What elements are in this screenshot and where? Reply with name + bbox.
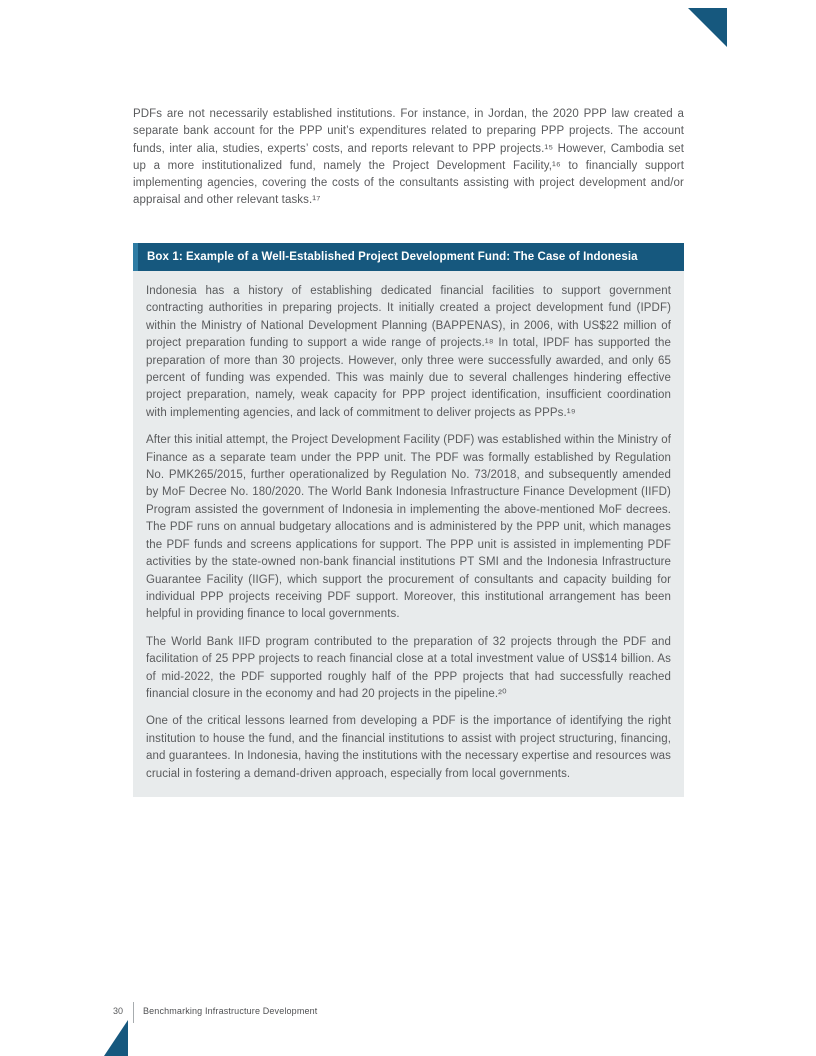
- box-paragraph-2: After this initial attempt, the Project Development Facility (PDF) was established within the Ministry of Finance as a separate team under the PPP unit. The PDF was formally established by Regulation No. PMK265/2015, further operationalized by Regulation No. 73/2018, and subsequently amended by MoF Decree No. 180/2020. The World Bank Indonesia Infrastructure Finance Development (IIFD) Program assisted the government of Indonesia in implementing the above-mentioned MoF decrees. The PDF runs on annual budgetary allocations and is administered by the PPP unit, which manages the PDF funds and screens applications for support. The PPP unit is assisted in implementing PDF activities by the state-owned non-bank financial institutions PT SMI and the Indonesia Infrastructure Guarantee Facility (IIGF), which support the procurement of consultants and capacity building for individual PPP projects receiving PDF support. Moreover, this institutional arrangement has been helpful in providing finance to local governments.: [146, 434, 671, 621]
- box-1-header: [133, 243, 684, 271]
- box-1-title: Box 1: Example of a Well-Established Project Development Fund: The Case of Indonesia: [147, 251, 638, 263]
- intro-paragraph: PDFs are not necessarily established institutions. For instance, in Jordan, the 2020 PPP law created a separate bank account for the PPP unit’s expenditures related to preparing PPP projects. The account funds, inter alia, studies, experts’ costs, and reports relevant to PPP projects.¹⁵ However, Cambodia set up a more institutionalized fund, namely the Project Development Facility,¹⁶ to financially support implementing agencies, covering the costs of the consultants assisting with project development and/or appraisal and other relevant tasks.¹⁷: [133, 108, 684, 207]
- box-1: [133, 243, 684, 797]
- box-paragraph-1: Indonesia has a history of establishing dedicated financial facilities to support government contracting authorities in preparing projects. It initially created a project development fund (IPDF) within the Ministry of National Development Planning (BAPPENAS), in 2006, with US$22 million of project preparation funding to support a wide range of projects.¹⁸ In total, IPDF has supported the preparation of more than 30 projects. However, only three were successfully awarded, and only 65 percent of funding was expended. This was mainly due to several challenges hindering effective project preparation, namely, weak capacity for PPP project identification, insufficient coordination with implementing agencies, and lack of commitment to deliver projects as PPPs.¹⁹: [146, 285, 671, 419]
- box-paragraph-3: The World Bank IIFD program contributed to the preparation of 32 projects through the PDF and facilitation of 25 PPP projects to reach financial close at a total investment value of US$14 billion. As of mid-2022, the PDF supported roughly half of the PPP projects that had successfully reached financial closure in the economy and had 20 projects in the pipeline.²⁰: [146, 635, 671, 700]
- bottom-corner-decoration: [100, 1020, 130, 1056]
- footer-divider: [133, 1002, 134, 1023]
- page-number: 30: [112, 1006, 123, 1016]
- box-1-body: [133, 271, 684, 797]
- top-corner-decoration: [688, 8, 728, 48]
- footer-title: Benchmarking Infrastructure Development: [143, 1006, 318, 1016]
- box-paragraph-4: One of the critical lessons learned from developing a PDF is the importance of identifying the right institution to house the fund, and the financial institutions to assist with project structuring, financing, and guarantees. In Indonesia, having the institutions with the necessary expertise and resources was crucial in fostering a demand-driven approach, especially from local governments.: [146, 715, 671, 780]
